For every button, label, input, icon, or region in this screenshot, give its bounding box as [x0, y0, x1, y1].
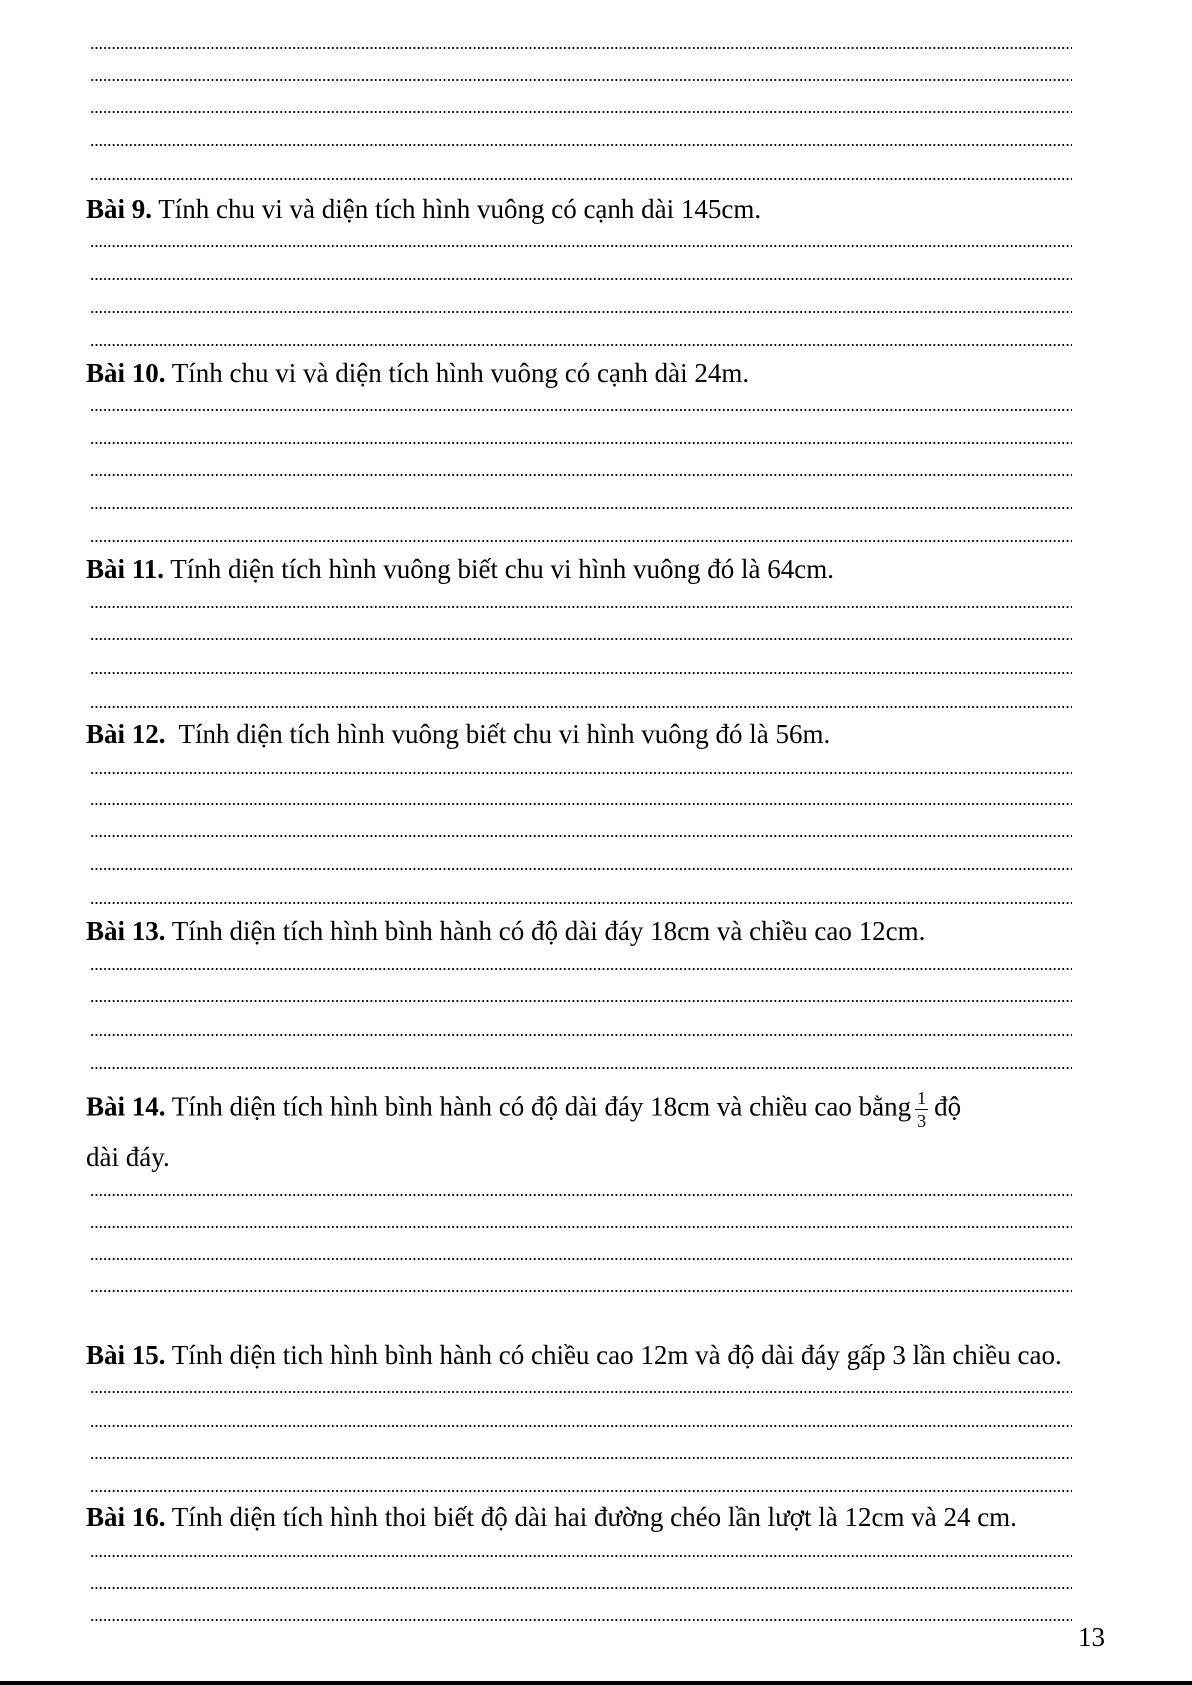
- answer-line: [90, 111, 1072, 113]
- exercise-15: [86, 1338, 1062, 1372]
- answer-line: [90, 1258, 1072, 1260]
- exercise-11: [86, 552, 834, 586]
- exercise-14-line-2: [86, 1140, 170, 1174]
- exercise-text: Tính diện tich hình bình hành có chiều cao 12m và độ dài đáy gấp 3 lần chiều cao.: [165, 1340, 1062, 1370]
- exercise-10: [86, 356, 749, 390]
- answer-line: [90, 706, 1072, 708]
- answer-line: [90, 1425, 1072, 1427]
- answer-line: [90, 79, 1072, 81]
- answer-line: [90, 606, 1072, 608]
- exercise-13: [86, 914, 925, 948]
- exercise-text: Tính diện tích hình bình hành có độ dài đáy 18cm và chiều cao bằng: [165, 1091, 912, 1122]
- answer-line: [90, 144, 1072, 146]
- answer-line: [90, 1587, 1072, 1589]
- answer-line: [90, 672, 1072, 674]
- answer-line: [90, 245, 1072, 247]
- answer-line: [90, 474, 1072, 476]
- answer-line: [90, 278, 1072, 280]
- fraction-one-third: [915, 1087, 928, 1132]
- answer-line: [90, 1290, 1072, 1292]
- exercise-text: Tính chu vi và diện tích hình vuông có cạnh dài 24m.: [165, 358, 750, 388]
- answer-line: [90, 1226, 1072, 1228]
- answer-line: [90, 442, 1072, 444]
- exercise-text-line2: dài đáy.: [86, 1142, 170, 1172]
- exercise-16: [86, 1500, 1017, 1534]
- answer-line: [90, 507, 1072, 509]
- answer-line: [90, 1391, 1072, 1393]
- answer-line: [90, 1555, 1072, 1557]
- exercise-text: Tính diện tích hình bình hành có độ dài đáy 18cm và chiều cao 12cm.: [165, 916, 926, 946]
- exercise-text-after: độ: [934, 1091, 962, 1122]
- answer-line: [90, 1034, 1072, 1036]
- answer-line: [90, 868, 1072, 870]
- answer-line: [90, 344, 1072, 346]
- exercise-label: Bài 12.: [86, 719, 166, 749]
- exercise-14: [86, 1087, 961, 1132]
- answer-line: [90, 1457, 1072, 1459]
- exercise-9: [86, 192, 761, 226]
- answer-line: [90, 772, 1072, 774]
- answer-line: [90, 902, 1072, 904]
- answer-line: [90, 47, 1072, 49]
- exercise-label: Bài 9.: [86, 194, 153, 224]
- exercise-label: Bài 11.: [86, 554, 165, 584]
- exercise-text: Tính chu vi và diện tích hình vuông có cạnh dài 145cm.: [152, 194, 762, 224]
- answer-line: [90, 178, 1072, 180]
- answer-line: [90, 540, 1072, 542]
- fraction-denominator: 3: [917, 1111, 927, 1131]
- exercise-12: [86, 717, 830, 751]
- answer-line: [90, 1000, 1072, 1002]
- answer-line: [90, 1490, 1072, 1492]
- answer-line: [90, 1619, 1072, 1621]
- answer-line: [90, 1067, 1072, 1069]
- exercise-label: Bài 13.: [86, 916, 166, 946]
- exercise-label: Bài 10.: [86, 358, 166, 388]
- exercise-text: Tính diện tích hình vuông biết chu vi hình vuông đó là 64cm.: [164, 554, 834, 584]
- answer-line: [90, 311, 1072, 313]
- fraction-numerator: 1: [917, 1088, 927, 1108]
- exercise-label: Bài 14.: [86, 1091, 166, 1122]
- answer-line: [90, 968, 1072, 970]
- exercise-text: Tính diện tích hình thoi biết độ dài hai đường chéo lần lượt là 12cm và 24 cm.: [165, 1502, 1017, 1532]
- answer-line: [90, 409, 1072, 411]
- answer-line: [90, 835, 1072, 837]
- exercise-label: Bài 15.: [86, 1340, 166, 1370]
- answer-line: [90, 1194, 1072, 1196]
- exercise-text: Tính diện tích hình vuông biết chu vi hình vuông đó là 56m.: [165, 719, 831, 749]
- exercise-label: Bài 16.: [86, 1502, 166, 1532]
- page-number: 13: [1078, 1622, 1105, 1652]
- bottom-border: [0, 1681, 1192, 1685]
- answer-line: [90, 803, 1072, 805]
- answer-line: [90, 638, 1072, 640]
